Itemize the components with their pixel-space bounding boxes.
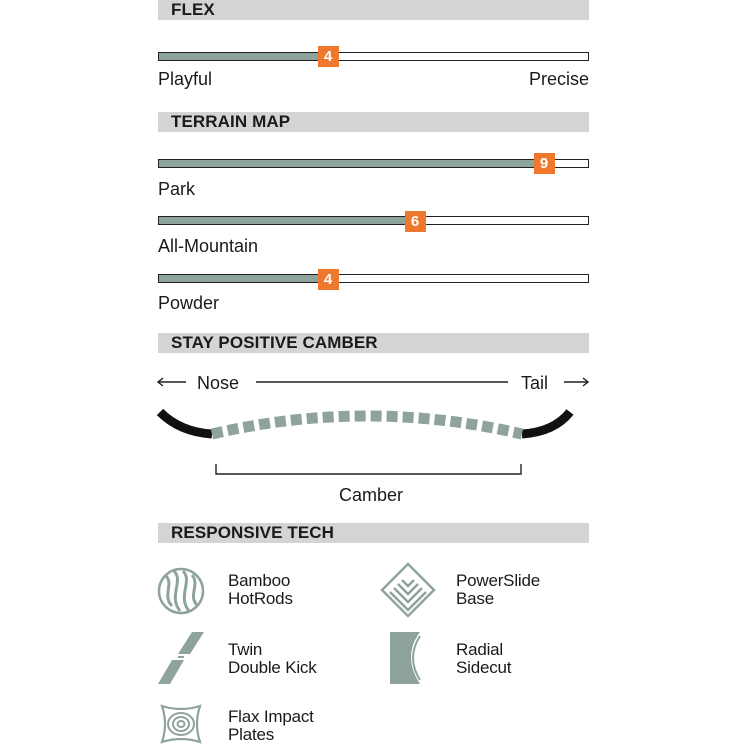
terrain-park-badge: 9 xyxy=(534,153,555,174)
terrain-all-mountain-fill xyxy=(159,217,412,224)
tech-bamboo-hotrods-line1: Bamboo xyxy=(228,571,291,590)
flax-impact-plates-icon xyxy=(156,700,206,748)
terrain-all-mountain-label: All-Mountain xyxy=(158,236,259,256)
board-camber-profile-icon xyxy=(212,416,522,434)
terrain-map-header: TERRAIN MAP xyxy=(158,112,589,132)
terrain-park-fill xyxy=(159,160,541,167)
tech-radial-sidecut-line2: Sidecut xyxy=(456,658,512,677)
terrain-powder-badge: 4 xyxy=(318,269,339,290)
tech-flax-impact-plates-line2: Plates xyxy=(228,725,275,744)
flex-rating-bar xyxy=(158,52,589,61)
board-nose-icon xyxy=(160,412,212,434)
tech-radial-sidecut-line1: Radial xyxy=(456,640,503,659)
camber-nose-label: Nose xyxy=(197,373,240,393)
terrain-park-label: Park xyxy=(158,179,196,199)
tail-arrow-icon xyxy=(564,378,588,386)
terrain-powder-fill xyxy=(159,275,325,282)
tech-twin-double-kick-line2: Double Kick xyxy=(228,658,317,677)
flex-right-label: Precise xyxy=(528,69,589,89)
terrain-all-mountain-bar xyxy=(158,216,589,225)
flex-rating-badge: 4 xyxy=(318,46,339,67)
tech-flax-impact-plates-line1: Flax Impact xyxy=(228,707,314,726)
flex-header: FLEX xyxy=(158,0,589,20)
terrain-powder-bar xyxy=(158,274,589,283)
camber-label: Camber xyxy=(339,485,404,505)
powerslide-base-icon xyxy=(380,562,436,618)
flex-left-label: Playful xyxy=(158,69,213,89)
terrain-all-mountain-badge: 6 xyxy=(405,211,426,232)
terrain-powder-label: Powder xyxy=(158,293,220,313)
twin-double-kick-icon xyxy=(156,632,206,684)
tech-powerslide-base-line2: Base xyxy=(456,589,494,608)
board-tail-icon xyxy=(522,412,570,434)
radial-sidecut-icon xyxy=(390,632,428,684)
camber-header: STAY POSITIVE CAMBER xyxy=(158,333,589,353)
nose-arrow-icon xyxy=(158,378,186,386)
responsive-tech-header: RESPONSIVE TECH xyxy=(158,523,589,543)
camber-bracket xyxy=(216,464,521,474)
tech-powerslide-base-line1: PowerSlide xyxy=(456,571,540,590)
tech-twin-double-kick-line1: Twin xyxy=(228,640,263,659)
camber-tail-label: Tail xyxy=(521,373,549,393)
flex-rating-fill xyxy=(159,53,325,60)
bamboo-hotrods-icon xyxy=(156,566,206,616)
terrain-park-bar xyxy=(158,159,589,168)
tech-bamboo-hotrods-line2: HotRods xyxy=(228,589,293,608)
